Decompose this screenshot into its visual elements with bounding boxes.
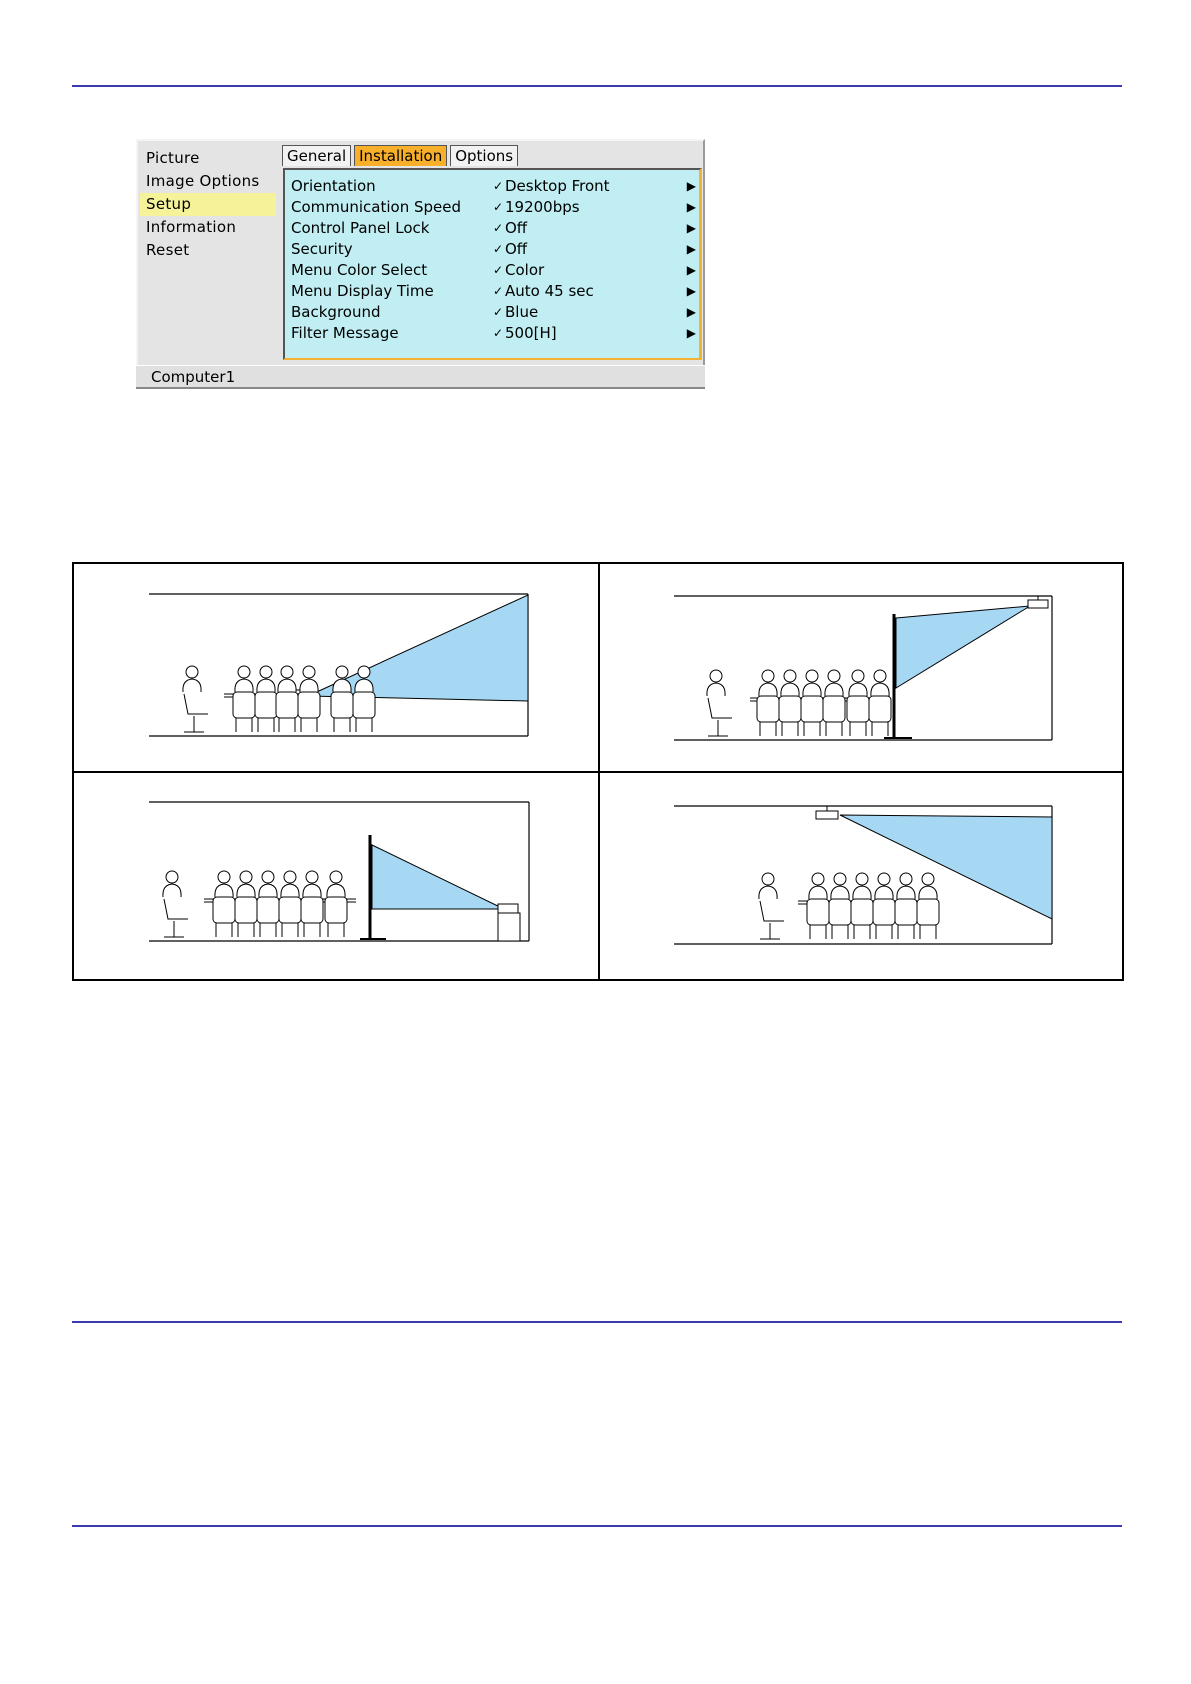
check-icon: ✓ xyxy=(493,284,504,298)
arrow-right-icon[interactable]: ▶ xyxy=(686,263,696,277)
setting-row-menu-display-time[interactable] xyxy=(285,281,699,302)
top-rule xyxy=(72,85,1122,87)
setting-label: Menu Display Time xyxy=(291,282,434,300)
arrow-right-icon[interactable]: ▶ xyxy=(686,200,696,214)
projection-diagram-ceiling-front xyxy=(600,773,1122,979)
tab-general[interactable]: General xyxy=(282,145,351,166)
osd-menu xyxy=(136,139,705,388)
setting-row-security[interactable] xyxy=(285,239,699,260)
setting-value: Off xyxy=(505,219,528,237)
source-status-bar: Computer1 xyxy=(136,365,705,389)
sidebar-item-image-options[interactable]: Image Options xyxy=(146,172,260,190)
setting-label: Communication Speed xyxy=(291,198,462,216)
setting-value: Color xyxy=(505,261,545,279)
arrow-right-icon[interactable]: ▶ xyxy=(686,305,696,319)
orientation-illustration-grid xyxy=(72,562,1124,981)
check-icon: ✓ xyxy=(493,242,504,256)
illustration-desktop-front xyxy=(74,564,596,770)
audience-icon xyxy=(183,666,375,732)
setting-row-menu-color-select[interactable] xyxy=(285,260,699,281)
check-icon: ✓ xyxy=(493,263,504,277)
setting-row-background[interactable] xyxy=(285,302,699,323)
arrow-right-icon[interactable]: ▶ xyxy=(686,326,696,340)
setting-label: Menu Color Select xyxy=(291,261,428,279)
projection-diagram-desktop-rear xyxy=(74,773,596,979)
setting-label: Orientation xyxy=(291,177,376,195)
sidebar-item-information[interactable]: Information xyxy=(146,218,237,236)
arrow-right-icon[interactable]: ▶ xyxy=(686,284,696,298)
setting-value: Off xyxy=(505,240,528,258)
sidebar-item-picture[interactable]: Picture xyxy=(146,149,200,167)
check-icon: ✓ xyxy=(493,326,504,340)
setting-row-control-panel-lock[interactable] xyxy=(285,218,699,239)
tab-installation[interactable]: Installation xyxy=(354,145,447,166)
audience-icon xyxy=(759,873,939,939)
setting-row-filter-message[interactable] xyxy=(285,323,699,344)
illustration-ceiling-front xyxy=(600,773,1122,979)
setting-label: Background xyxy=(291,303,381,321)
setting-value: 500[H] xyxy=(505,324,557,342)
projection-diagram-desktop-front xyxy=(74,564,596,770)
bottom-rule xyxy=(72,1525,1122,1527)
setting-row-communication-speed[interactable] xyxy=(285,197,699,218)
section-rule xyxy=(72,1321,1122,1323)
sidebar xyxy=(140,147,276,262)
setting-value: Desktop Front xyxy=(505,177,610,195)
check-icon: ✓ xyxy=(493,179,504,193)
illustration-ceiling-rear xyxy=(600,564,1122,770)
sidebar-item-setup[interactable]: Setup xyxy=(140,193,276,216)
tab-options[interactable]: Options xyxy=(450,145,518,166)
check-icon: ✓ xyxy=(493,200,504,214)
tab-bar xyxy=(282,145,521,167)
setting-label: Filter Message xyxy=(291,324,399,342)
check-icon: ✓ xyxy=(493,305,504,319)
illustration-desktop-rear xyxy=(74,773,596,979)
settings-panel xyxy=(283,168,702,360)
setting-value: Auto 45 sec xyxy=(505,282,594,300)
setting-value: Blue xyxy=(505,303,539,321)
arrow-right-icon[interactable]: ▶ xyxy=(686,242,696,256)
projection-diagram-ceiling-rear xyxy=(600,564,1122,770)
audience-icon xyxy=(163,871,356,937)
arrow-right-icon[interactable]: ▶ xyxy=(686,179,696,193)
setting-label: Control Panel Lock xyxy=(291,219,430,237)
setting-row-orientation[interactable] xyxy=(285,176,699,197)
sidebar-item-reset[interactable]: Reset xyxy=(146,241,190,259)
setting-value: 19200bps xyxy=(505,198,580,216)
setting-label: Security xyxy=(291,240,353,258)
check-icon: ✓ xyxy=(493,221,504,235)
arrow-right-icon[interactable]: ▶ xyxy=(686,221,696,235)
audience-icon xyxy=(707,670,891,736)
